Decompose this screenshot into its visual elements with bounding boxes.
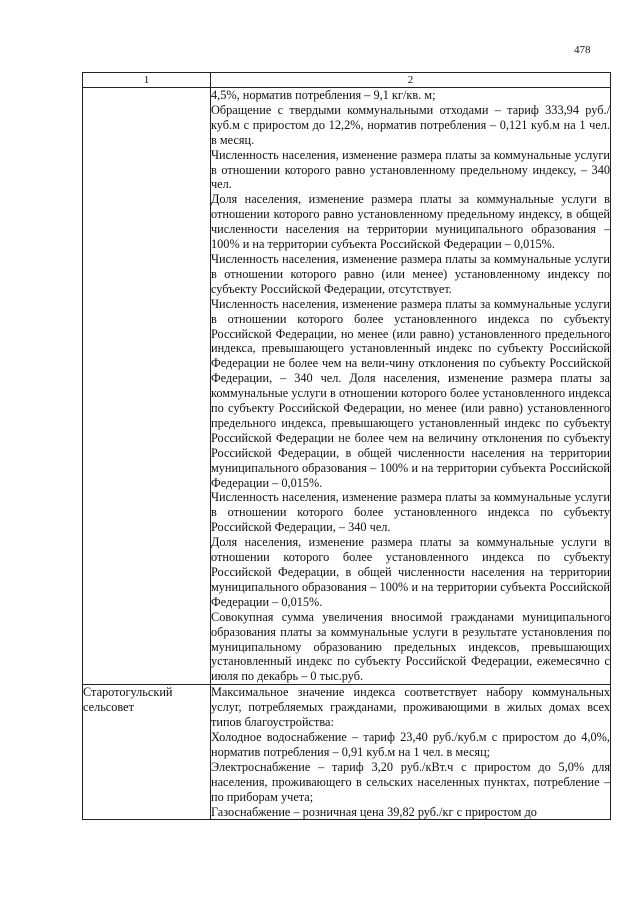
page-number: 478 [574, 44, 591, 56]
paragraph: Холодное водоснабжение – тариф 23,40 руб./куб.м с приростом до 4,0%, норматив потребления – 0,91 куб.м на 1 чел. в месяц; [211, 729, 610, 759]
paragraph: Максимальное значение индекса соответствует набору коммунальных услуг, потребляемых гражданами, проживающими в жилых домах всех типов благоустройства: [211, 685, 610, 730]
paragraph: 4,5%, норматив потребления – 9,1 кг/кв. м; [211, 88, 436, 102]
municipality-name-cell: Старотогульский сельсовет [83, 685, 211, 820]
municipality-name-cell [83, 88, 211, 685]
paragraph: Газоснабжение – розничная цена 39,82 руб./кг с приростом до [211, 804, 537, 819]
paragraph: Обращение с твердыми коммунальными отходами – тариф 333,94 руб./куб.м с приростом до 12,2%, норматив потребления – 0,121 куб.м на 1 чел. в месяц. [211, 102, 610, 147]
table-header-row [83, 73, 611, 88]
column-header-2: 2 [211, 73, 611, 88]
column-header-1: 1 [83, 73, 211, 88]
paragraph: Численность населения, изменение размера платы за коммунальные услуги в отношении которого равно установленному предельному индексу, – 340 чел. [211, 147, 610, 192]
paragraph: Доля населения, изменение размера платы за коммунальные услуги в отношении которого более установленного индекса по субъекту Российской Федерации, в общей численности населения на территории муниципального образования – 100% и на территории субъекта Российской Федерации – 0,015%. [211, 535, 610, 609]
paragraph: Доля населения, изменение размера платы за коммунальные услуги в отношении которого равно установленному предельному индексу, в общей численности населения на территории муниципального образования – 100% и на территории субъекта Российской Федерации – 0,015%. [211, 192, 610, 252]
paragraph: Совокупная сумма увеличения вносимой гражданами муниципального образования платы за коммунальные услуги в результате установления по муниципальному образованию предельных индексов, превышающих установленный индекс по субъекту Российской Федерации, ежемесячно с июля по декабрь – 0 тыс.руб. [211, 609, 610, 684]
paragraph: Численность населения, изменение размера платы за коммунальные услуги в отношении которого более установленного индекса по субъекту Российской Федерации, – 340 чел. [211, 490, 610, 535]
description-cell [211, 88, 611, 685]
paragraph: Численность населения, изменение размера платы за коммунальные услуги в отношении которого более установленного индекса по субъекту Российской Федерации, но менее (или равно) установленного предельного индекса, превышающего установленный индекс по субъекту Российской Федерации не более чем на вели-чину отклонения по субъекту Российской Федерации, – 340 чел. Доля населения, изменение размера платы за коммунальные услуги в отношении которого более установленного индекса по субъекту Российской Федерации, но менее (или равно) установленного предельного индекса, превышающего установленный индекс по субъекту Российской Федерации не более чем на величину отклонения по субъекту Российской Федерации, в общей численности населения на территории муниципального образования – 100% и на территории субъекта Российской Федерации – 0,015%. [211, 296, 610, 490]
table-row [83, 685, 611, 820]
paragraph: Численность населения, изменение размера платы за коммунальные услуги в отношении которого равно (или менее) установленному индексу по субъекту Российской Федерации, отсутствует. [211, 251, 610, 296]
paragraph: Электроснабжение – тариф 3,20 руб./кВт.ч с приростом до 5,0% для населения, проживающего в сельских населенных пунктах, потребление – по приборам учета; [211, 759, 610, 804]
document-table [82, 72, 611, 820]
table-row [83, 88, 611, 685]
description-cell [211, 685, 611, 820]
